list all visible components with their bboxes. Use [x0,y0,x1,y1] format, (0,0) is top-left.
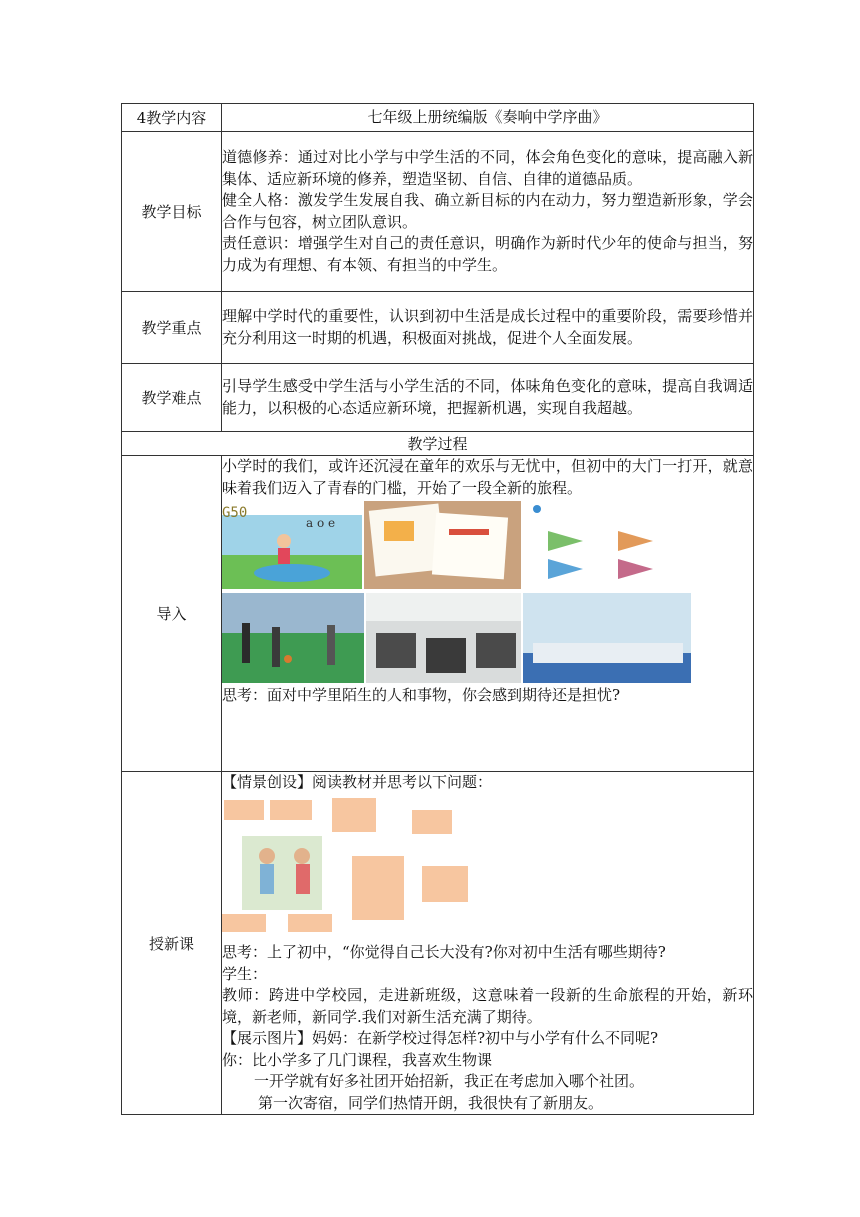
intro-cell [222,456,754,772]
objective-responsibility: 责任意识：增强学生对自己的责任意识，明确作为新时代少年的使命与担当，努力成为有理想、有本领、有担当的中学生。 [222,234,753,274]
textbook-illustration-image [222,515,362,603]
lesson-plan-table [121,103,754,1115]
club-line: 一开学就有好多社团开始招新，我正在考虑加入哪个社团。 [254,1072,645,1090]
content-label: 4教学内容 [122,104,222,132]
boarding-line: 第一次寄宿，同学们热情开朗，我很快有了新朋友。 [258,1093,604,1112]
image-tag: G50 [222,505,248,521]
objective-personality: 健全人格：激发学生发展自我、确立新目标的内在动力，努力塑造新形象，学会合作与包容，树立团队意识。 [222,191,753,231]
textbook-comic-image [222,796,484,934]
content-value: 七年级上册统编版《奏响中学序曲》 [222,104,754,132]
middle-school-images [222,593,753,683]
seasons-chart-image [523,501,681,589]
intro-question: 思考：面对中学里陌生的人和事物，你会感到期待还是担忧? [222,686,621,704]
key-points-label: 教学重点 [122,292,222,364]
objectives-label: 教学目标 [122,132,222,292]
intro-label: 导入 [122,456,222,772]
objective-moral: 道德修养：通过对比小学与中学生活的不同，体会角色变化的意味，提高融入新集体、适应新环境的修养，塑造坚韧、自信、自律的道德品质。 [222,148,753,188]
difficulties-text: 引导学生感受中学生活与小学生活的不同，体味角色变化的意味，提高自我调适能力，以积极的心态适应新环境，把握新机遇，实现自我超越。 [222,364,754,432]
basketball-field-image [222,593,364,683]
new-lesson-cell [222,772,754,1115]
new-lesson-label: 授新课 [122,772,222,1115]
primary-school-images [222,501,753,591]
teacher-remark: 教师：跨进中学校园，走进新班级，这意味着一段新的生命旅程的开始，新环境，新老师，新同学.我们对新生活充满了期待。 [222,986,753,1026]
textbook-pages-image [364,501,521,589]
process-title: 教学过程 [122,432,754,456]
objectives-cell [222,132,754,292]
key-points-text: 理解中学时代的重要性，认识到初中生活是成长过程中的重要阶段，需要珍惜并充分利用这一时期的机遇，积极面对挑战，促进个人全面发展。 [222,292,754,364]
intro-text: 小学时的我们，或许还沉浸在童年的欢乐与无忧中，但初中的大门一打开，就意味着我们迈入了青春的门槛，开始了一段全新的旅程。 [222,457,753,497]
difficulties-label: 教学难点 [122,364,222,432]
classroom-image [366,593,521,683]
think-question: 思考：上了初中，“你觉得自己长大没有?你对初中生活有哪些期待? [222,943,666,961]
svg-text:a o e: a o e [306,516,336,530]
class-photo-image [523,593,691,683]
student-answer: 学生： [222,964,268,983]
show-image-line: 【展示图片】妈妈：在新学校过得怎样?初中与小学有什么不同呢? [222,1029,659,1047]
you-line: 你：比小学多了几门课程，我喜欢生物课 [222,1050,493,1069]
scenario-line: 【情景创设】阅读教材并思考以下问题： [222,773,493,791]
